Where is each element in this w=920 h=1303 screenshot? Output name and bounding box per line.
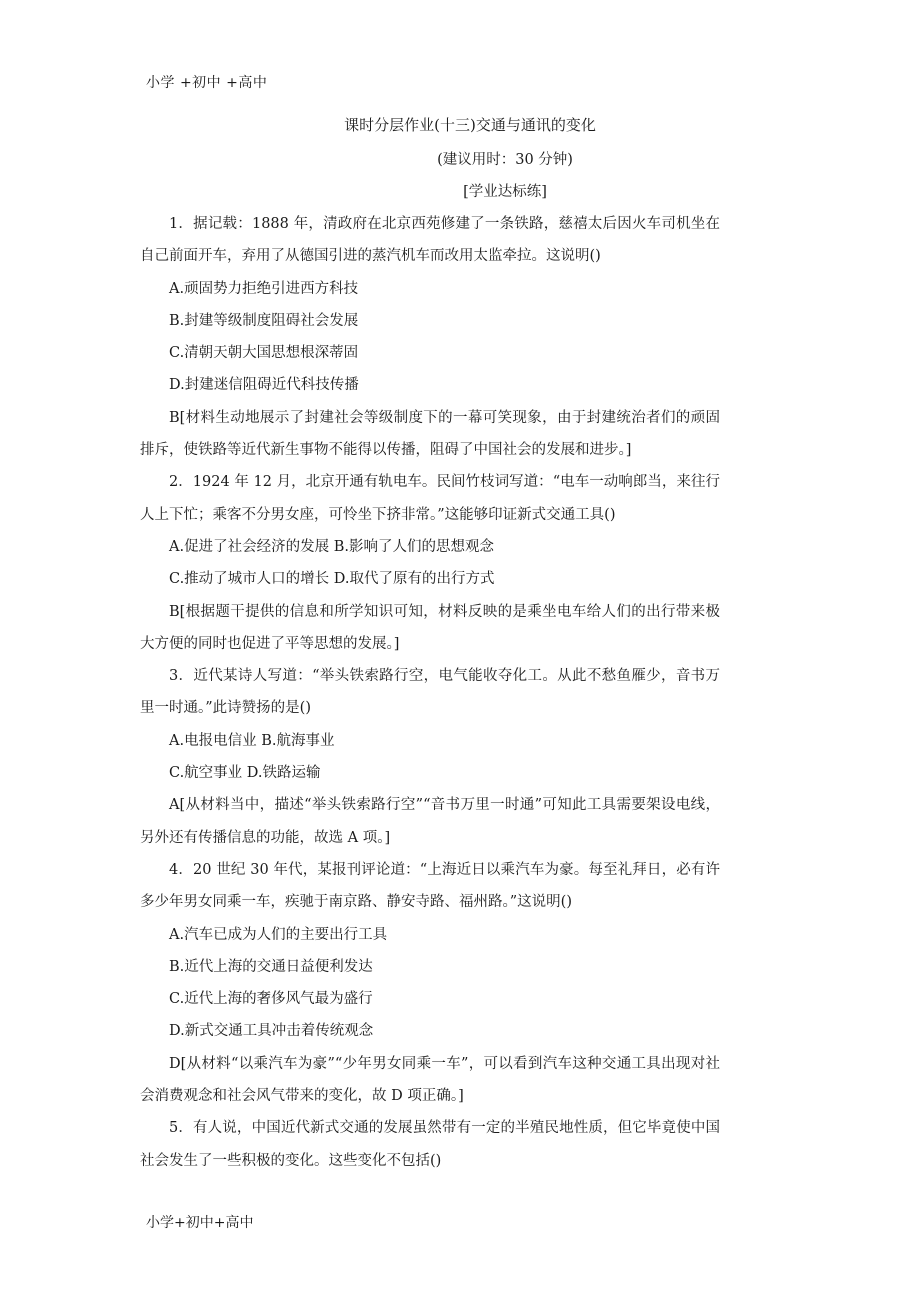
question-2-options-cd: C.推动了城市人口的增长 D.取代了原有的出行方式 [169, 571, 495, 588]
question-2-stem: 2．1924 年 12 月，北京开通有轨电车。民间竹枝词写道：“电车一动响郎当，来往行人上下忙；乘客不分男女座，可怜坐下挤非常。”这能够印证新式交通工具() [140, 474, 720, 523]
question-3-options-ab: A.电报电信业 B.航海事业 [169, 732, 335, 749]
page-title: 课时分层作业(十三)交通与通讯的变化 [344, 116, 596, 134]
question-4-option-c: C.近代上海的奢侈风气最为盛行 [169, 991, 373, 1008]
question-1-option-d: D.封建迷信阻碍近代科技传播 [169, 377, 359, 394]
section-heading: [学业达标练] [463, 184, 547, 200]
page-footer: 小学+初中+高中 [146, 1215, 254, 1231]
question-2-answer: B[根据题干提供的信息和所学知识可知，材料反映的是乘坐电车给人们的出行带来极大方便的同时也促进了平等思想的发展。] [140, 603, 720, 652]
question-2-options-ab: A.促进了社会经济的发展 B.影响了人们的思想观念 [169, 538, 494, 555]
question-5-stem: 5．有人说，中国近代新式交通的发展虽然带有一定的半殖民地性质，但它毕竟使中国社会发生了一些积极的变化。这些变化不包括() [140, 1120, 720, 1169]
question-4-option-d: D.新式交通工具冲击着传统观念 [169, 1023, 374, 1040]
question-1-option-a: A.顽固势力拒绝引进西方科技 [169, 280, 359, 297]
question-3-stem: 3．近代某诗人写道：“举头铁索路行空，电气能收夺化工。从此不愁鱼雁少，音书万里一时通。”此诗赞扬的是() [140, 668, 720, 717]
question-1-answer: B[材料生动地展示了封建社会等级制度下的一幕可笑现象，由于封建统治者们的顽固排斥，使铁路等近代新生事物不能得以传播，阻碍了中国社会的发展和进步。] [140, 409, 720, 459]
question-1-stem: 1．据记载：1888 年，清政府在北京西苑修建了一条铁路，慈禧太后因火车司机坐在自己前面开车，弃用了从德国引进的蒸汽机车而改用太监牵拉。这说明() [140, 216, 720, 265]
question-4-option-a: A.汽车已成为人们的主要出行工具 [169, 926, 388, 943]
page-header: 小学 +初中 +高中 [146, 75, 268, 91]
question-1-option-c: C.清朝天朝大国思想根深蒂固 [169, 345, 359, 362]
questions [140, 208, 720, 1177]
question-4-option-b: B.近代上海的交通日益便利发达 [169, 958, 373, 975]
question-3-answer: A[从材料当中，描述“举头铁索路行空”“音书万里一时通”可知此工具需要架设电线，另外还有传播信息的功能，故选 A 项。] [140, 797, 720, 846]
question-1-option-b: B.封建等级制度阻碍社会发展 [169, 312, 359, 329]
suggested-time: (建议用时：30 分钟) [437, 152, 573, 168]
question-4-stem: 4．20 世纪 30 年代，某报刊评论道：“上海近日以乘汽车为豪。每至礼拜日，必有许多少年男女同乘一车，疾驰于南京路、静安寺路、福州路。”这说明() [140, 861, 720, 911]
question-3-options-cd: C.航空事业 D.铁路运输 [169, 765, 321, 782]
question-4-answer: D[从材料“以乘汽车为豪”“少年男女同乘一车”，可以看到汽车这种交通工具出现对社会消费观念和社会风气带来的变化，故 D 项正确。] [140, 1055, 720, 1105]
